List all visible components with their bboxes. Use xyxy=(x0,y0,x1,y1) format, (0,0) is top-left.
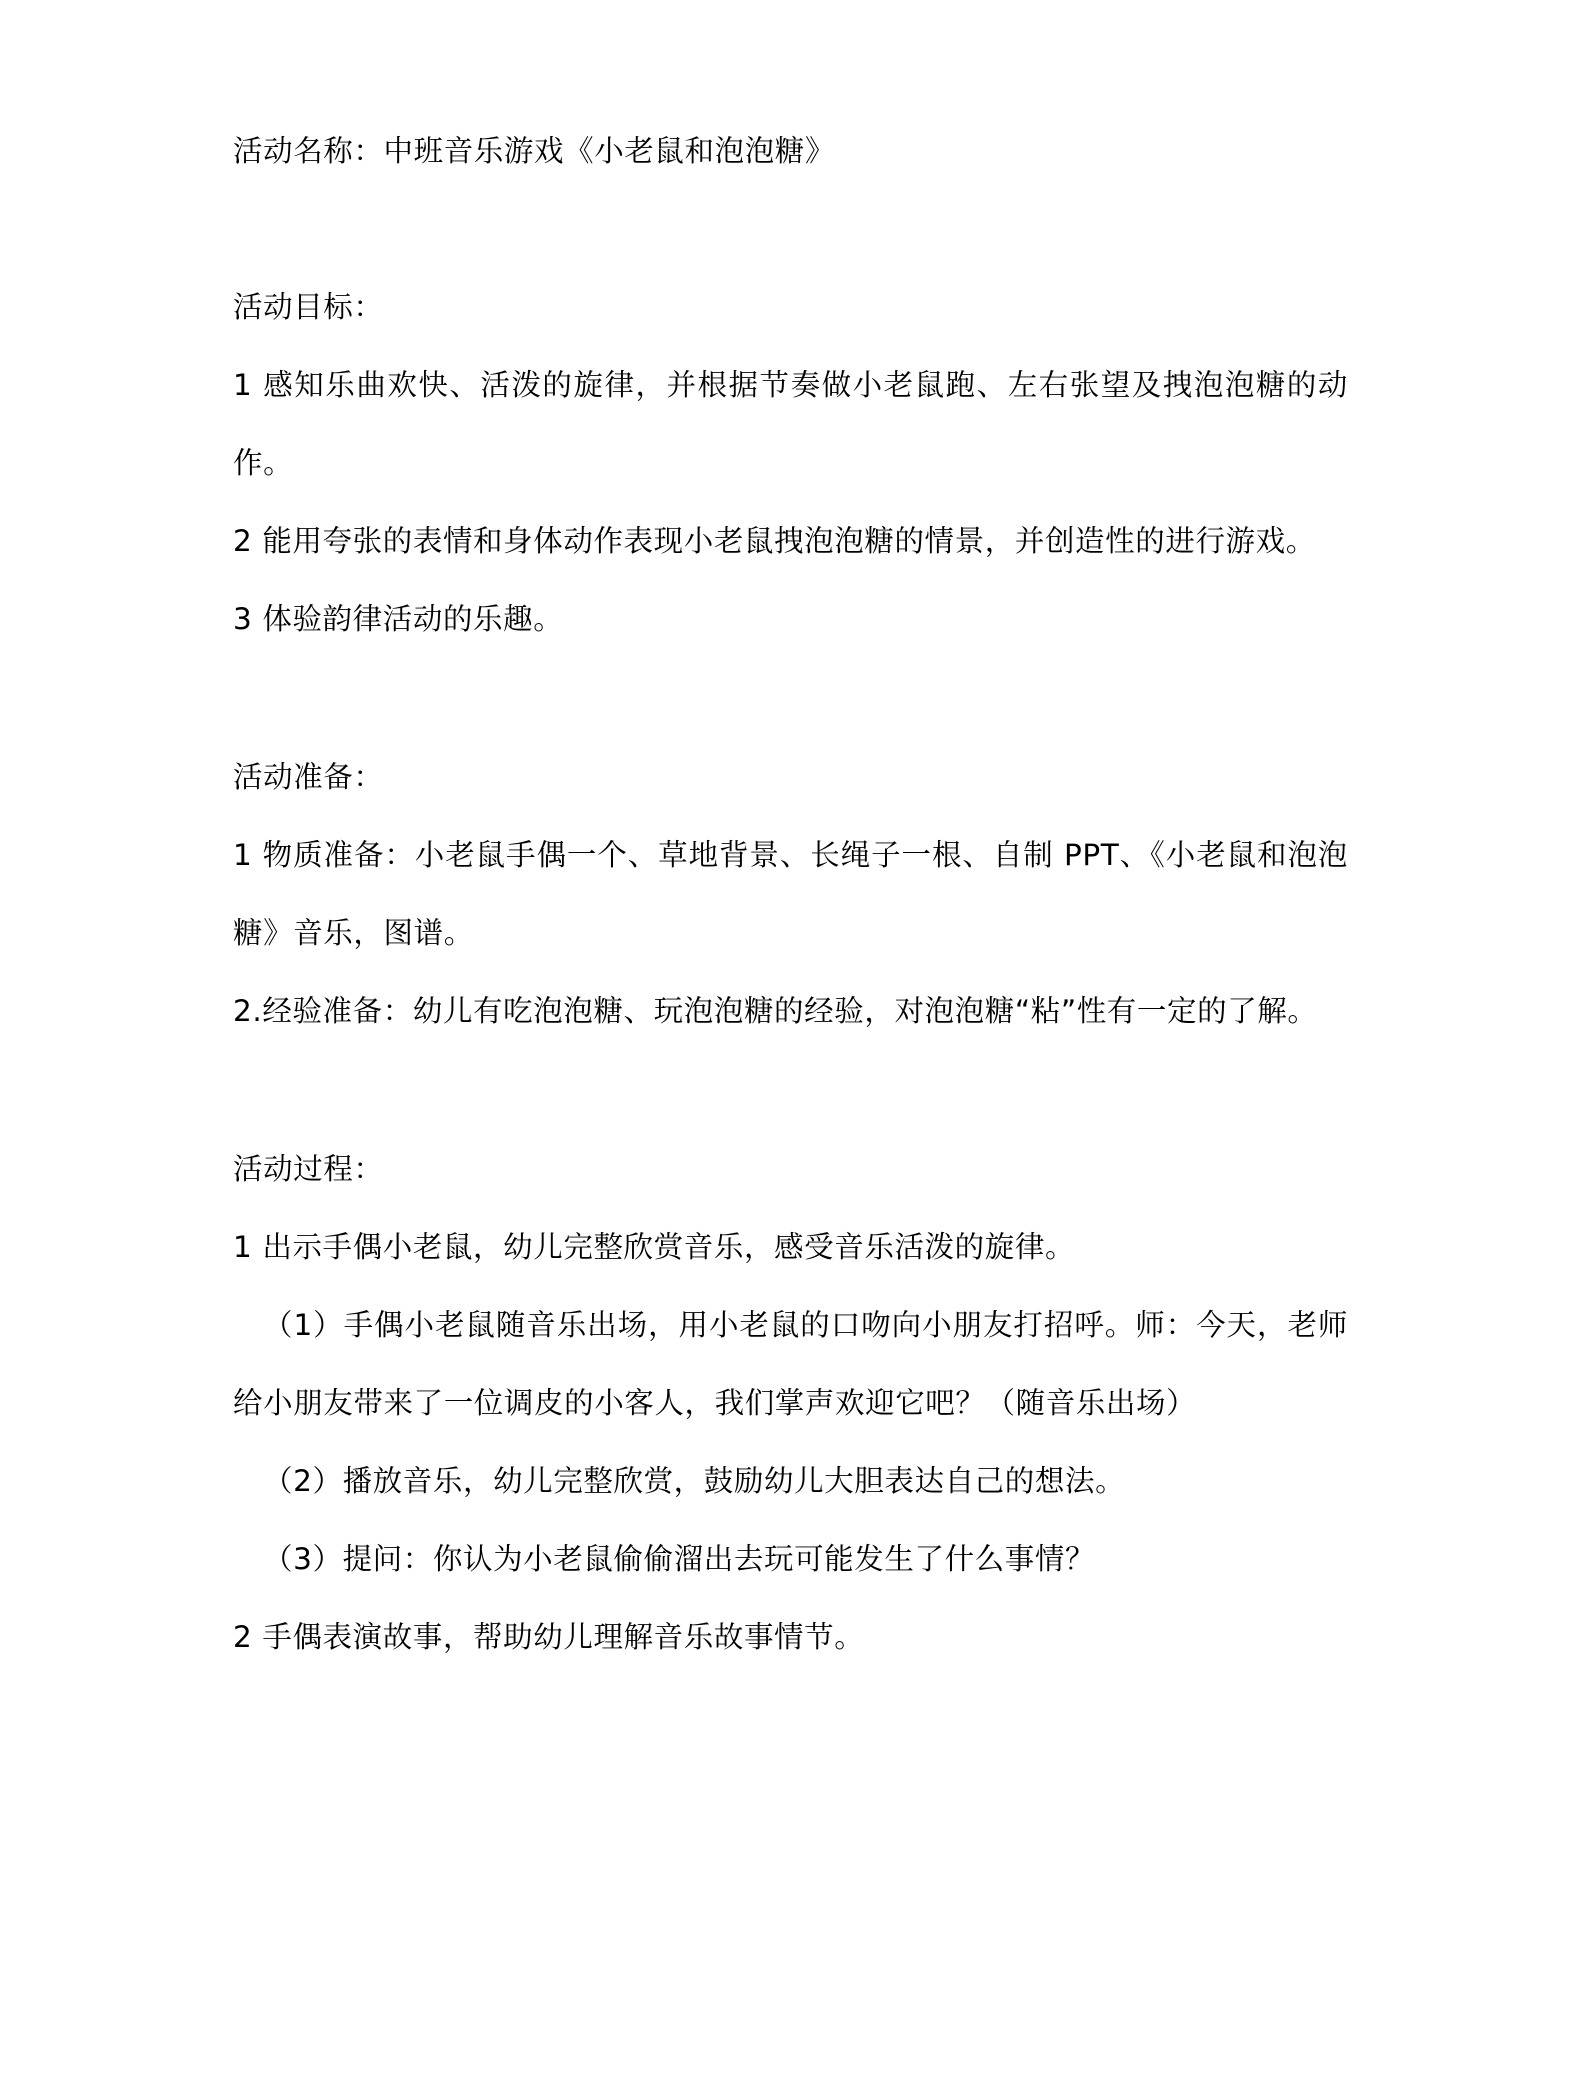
objective-item-2: 2 能用夸张的表情和身体动作表现小老鼠拽泡泡糖的情景，并创造性的进行游戏。 xyxy=(233,524,1316,558)
objective-item-1: 1 感知乐曲欢快、活泼的旋律，并根据节奏做小老鼠跑、左右张望及拽泡泡糖的动作。 xyxy=(233,368,1348,480)
objective-item-3: 3 体验韵律活动的乐趣。 xyxy=(233,602,564,636)
process-item-1: 1 出示手偶小老鼠，幼儿完整欣赏音乐，感受音乐活泼的旋律。 xyxy=(233,1230,1076,1264)
spacer xyxy=(233,1050,1348,1130)
process-subitem-1: （1）手偶小老鼠随音乐出场，用小老鼠的口吻向小朋友打招呼。师：今天，老师给小朋友带来了一位调皮的小客人，我们掌声欢迎它吧？（随音乐出场） xyxy=(233,1308,1348,1420)
activity-title-line: 活动名称：中班音乐游戏《小老鼠和泡泡糖》 xyxy=(233,134,836,168)
spacer xyxy=(233,658,1348,738)
process-item-2: 2 手偶表演故事，帮助幼儿理解音乐故事情节。 xyxy=(233,1620,865,1654)
process-subitem-2: （2）播放音乐，幼儿完整欣赏，鼓励幼儿大胆表达自己的想法。 xyxy=(263,1464,1126,1498)
process-subitem-3: （3）提问：你认为小老鼠偷偷溜出去玩可能发生了什么事情？ xyxy=(263,1542,1096,1576)
preparation-heading: 活动准备： xyxy=(233,760,384,794)
document-body xyxy=(233,112,1348,1676)
preparation-item-1: 1 物质准备：小老鼠手偶一个、草地背景、长绳子一根、自制 PPT、《小老鼠和泡泡糖》音乐，图谱。 xyxy=(233,838,1348,950)
process-heading: 活动过程： xyxy=(233,1152,384,1186)
spacer xyxy=(233,190,1348,268)
preparation-item-2: 2.经验准备：幼儿有吃泡泡糖、玩泡泡糖的经验，对泡泡糖“粘”性有一定的了解。 xyxy=(233,994,1318,1028)
objectives-heading: 活动目标： xyxy=(233,290,384,324)
